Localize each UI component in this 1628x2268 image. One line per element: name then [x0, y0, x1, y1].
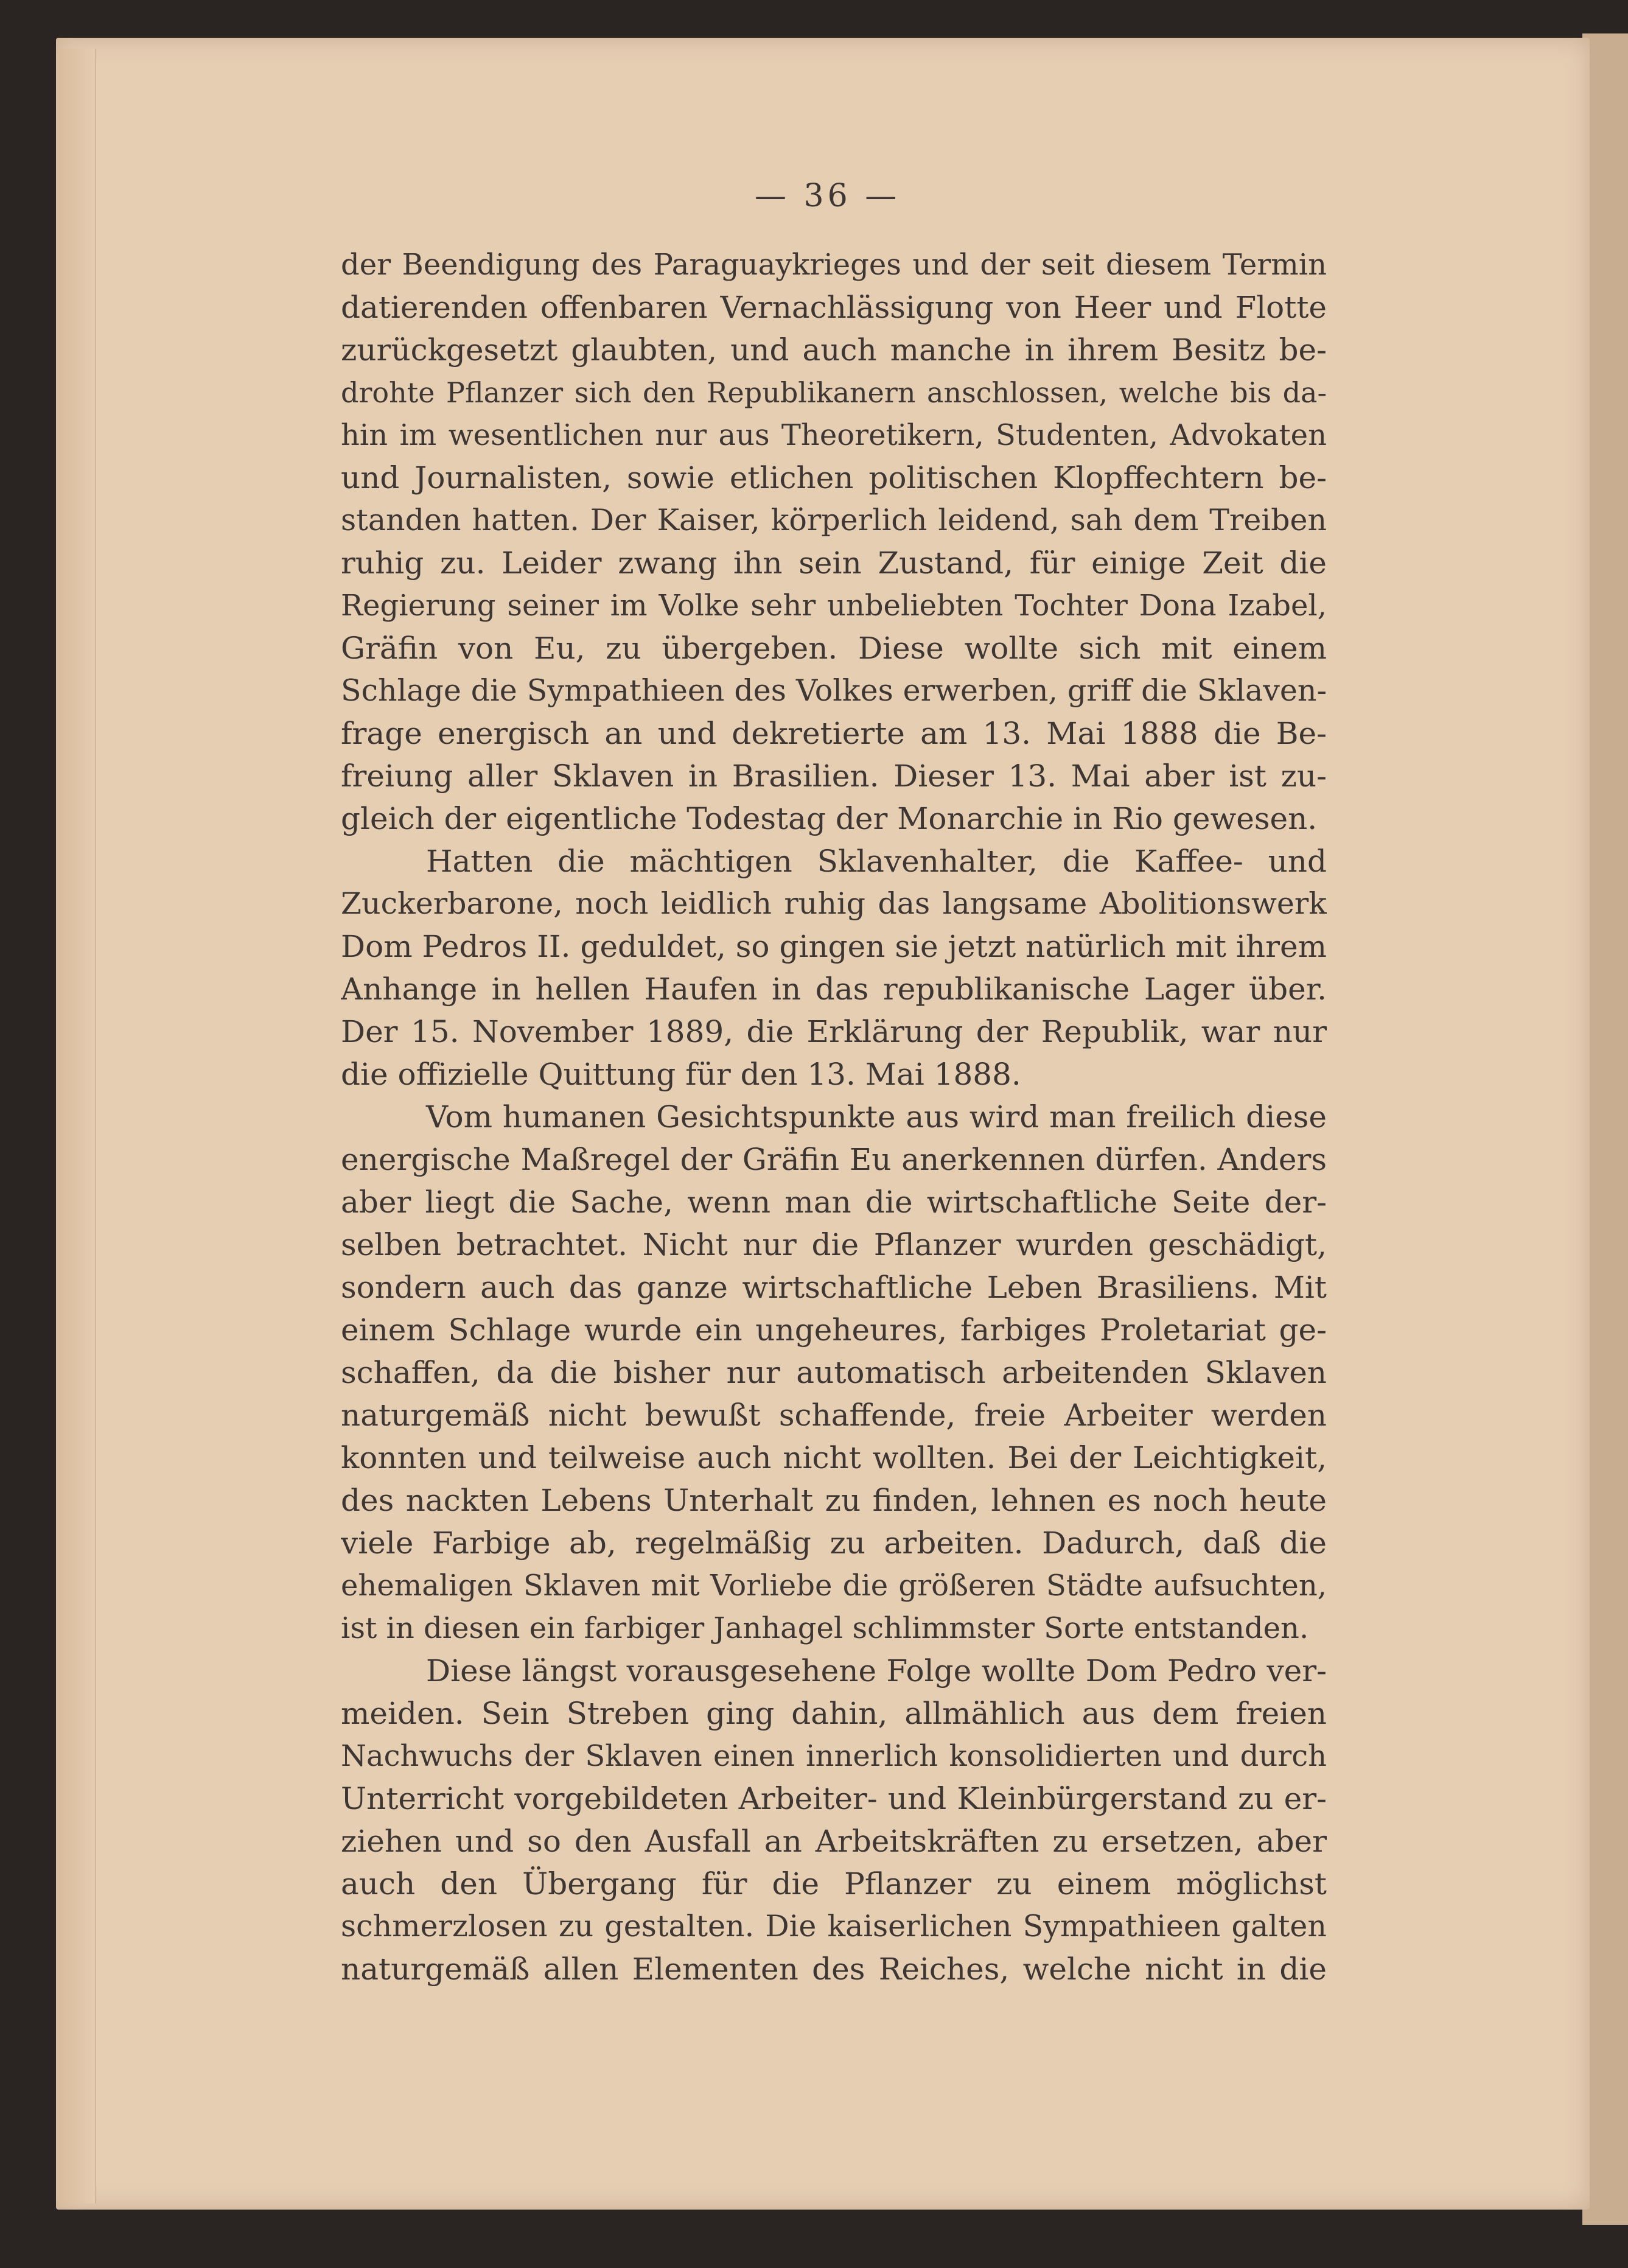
text-line: gleich der eigentliche Todestag der Monarchie in Rio gewesen. — [341, 801, 1318, 836]
text-line: selben betrachtet. Nicht nur die Pflanzer wurden geschädigt, — [341, 1227, 1327, 1262]
text-line: zurückgesetzt glaubten, und auch manche in ihrem Besitz be- — [341, 332, 1327, 368]
text-line: des nackten Lebens Unterhalt zu finden, lehnen es noch heute — [341, 1483, 1327, 1518]
text-line: und Journalisten, sowie etlichen politischen Klopffechtern be- — [341, 460, 1327, 495]
text-line: naturgemäß allen Elementen des Reiches, welche nicht in die — [341, 1951, 1327, 1987]
text-line: Unterricht vorgebildeten Arbeiter- und Kleinbürgerstand zu er- — [341, 1781, 1327, 1816]
text-line: standen hatten. Der Kaiser, körperlich leidend, sah dem Treiben — [341, 503, 1327, 537]
text-line: Dom Pedros II. geduldet, so gingen sie jetzt natürlich mit ihrem — [341, 929, 1327, 964]
text-line: die offizielle Quittung für den 13. Mai 1888. — [341, 1057, 1021, 1092]
text-line: einem Schlage wurde ein ungeheures, farbiges Proletariat ge- — [341, 1312, 1327, 1348]
text-line: der Beendigung des Paraguaykrieges und der seit diesem Termin — [341, 248, 1327, 282]
text-line: naturgemäß nicht bewußt schaffende, freie Arbeiter werden — [341, 1398, 1327, 1433]
text-line: freiung aller Sklaven in Brasilien. Dieser 13. Mai aber ist zu- — [341, 758, 1327, 794]
text-line: ehemaligen Sklaven mit Vorliebe die größeren Städte aufsuchten, — [341, 1569, 1327, 1603]
text-line: sondern auch das ganze wirtschaftliche Leben Brasiliens. Mit — [341, 1270, 1327, 1305]
text-line: aber liegt die Sache, wenn man die wirtschaftliche Seite der- — [341, 1185, 1327, 1220]
text-line: ziehen und so den Ausfall an Arbeitskräften zu ersetzen, aber — [341, 1824, 1327, 1859]
text-line: Diese längst vorausgesehene Folge wollte Dom Pedro ver- — [426, 1653, 1327, 1689]
text-line: viele Farbige ab, regelmäßig zu arbeiten. Dadurch, daß die — [341, 1525, 1327, 1561]
page-number: — 36 — — [755, 178, 901, 214]
text-line: schaffen, da die bisher nur automatisch arbeitenden Sklaven — [341, 1355, 1327, 1390]
text-line: Hatten die mächtigen Sklavenhalter, die Kaffee- und — [426, 844, 1327, 879]
text-line: drohte Pflanzer sich den Republikanern anschlossen, welche bis da- — [341, 376, 1327, 409]
text-line: auch den Übergang für die Pflanzer zu einem möglichst — [341, 1866, 1327, 1902]
text-line: Zuckerbarone, noch leidlich ruhig das langsame Abolitionswerk — [341, 886, 1327, 921]
body-text — [341, 243, 1327, 1990]
text-line: Nachwuchs der Sklaven einen innerlich konsolidierten und durch — [341, 1739, 1327, 1773]
page-gutter — [58, 49, 96, 2203]
text-line: frage energisch an und dekretierte am 13. Mai 1888 die Be- — [341, 716, 1327, 751]
text-line: Anhange in hellen Haufen in das republikanische Lager über. — [341, 971, 1327, 1007]
text-line: schmerzlosen zu gestalten. Die kaiserlichen Sympathieen galten — [341, 1909, 1327, 1944]
text-line: Schlage die Sympathieen des Volkes erwerben, griff die Sklaven- — [341, 673, 1327, 708]
text-line: Gräfin von Eu, zu übergeben. Diese wollte sich mit einem — [341, 631, 1327, 666]
text-line: Regierung seiner im Volke sehr unbeliebten Tochter Dona Izabel, — [341, 589, 1327, 623]
text-line: hin im wesentlichen nur aus Theoretikern, Studenten, Advokaten — [341, 418, 1327, 452]
text-line: ruhig zu. Leider zwang ihn sein Zustand, für einige Zeit die — [341, 545, 1327, 581]
text-line: datierenden offenbaren Vernachlässigung von Heer und Flotte — [341, 290, 1327, 325]
text-line: Vom humanen Gesichtspunkte aus wird man freilich diese — [426, 1099, 1327, 1135]
text-line: meiden. Sein Streben ging dahin, allmählich aus dem freien — [341, 1696, 1327, 1731]
text-line: energische Maßregel der Gräfin Eu anerkennen dürfen. Anders — [341, 1142, 1327, 1177]
text-line: ist in diesen ein farbiger Janhagel schlimmster Sorte entstanden. — [341, 1611, 1309, 1645]
text-line: konnten und teilweise auch nicht wollten. Bei der Leichtigkeit, — [341, 1440, 1327, 1475]
text-line: Der 15. November 1889, die Erklärung der Republik, war nur — [341, 1014, 1327, 1049]
